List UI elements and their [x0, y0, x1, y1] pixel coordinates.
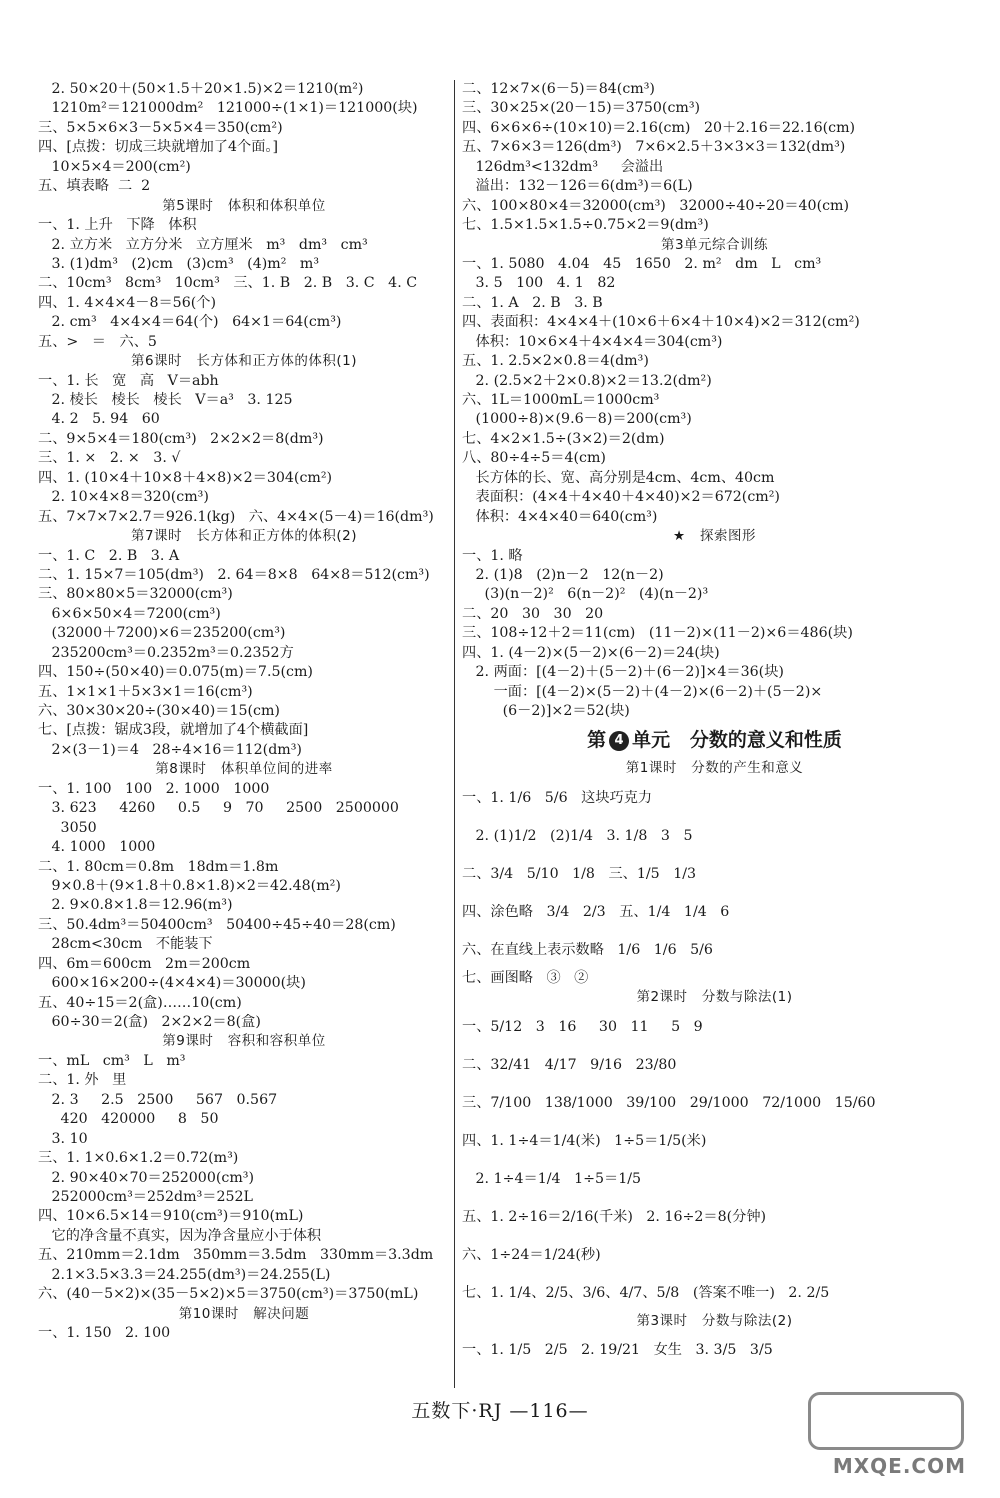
answer-line: 三、80×80×5＝32000(cm³) — [38, 586, 233, 603]
section-heading: 第3单元综合训练 — [660, 236, 769, 253]
unit-prefix: 第 — [587, 729, 607, 752]
section-heading: 第10课时 解决问题 — [178, 1305, 310, 1322]
answer-line: 2×(3－1)＝4 28÷4×16＝112(dm³) — [38, 741, 302, 758]
answer-line: 六、100×80×4＝32000(cm³) 32000÷40÷20＝40(cm) — [462, 197, 850, 214]
answer-line: 五、7×7×7×2.7＝926.1(kg) 六、4×4×(5－4)＝16(dm³) — [38, 508, 434, 525]
answer-line: 2. 1÷4＝1/4 1÷5＝1/5 — [462, 1170, 642, 1187]
answer-line: 一、1. 长 宽 高 V＝abh — [38, 372, 219, 389]
section-heading: 第9课时 容积和容积单位 — [162, 1033, 326, 1050]
answer-line: 2. cm³ 4×4×4＝64(个) 64×1＝64(cm³) — [38, 314, 342, 331]
answer-line: 二、1. 外 里 — [38, 1072, 127, 1089]
answer-line: 60÷30＝2(盒) 2×2×2＝8(盒) — [38, 1014, 261, 1030]
answer-line: 二、32/41 4/17 9/16 23/80 — [462, 1056, 677, 1073]
answer-line: 三、30×25×(20－15)＝3750(cm³) — [462, 100, 701, 117]
answer-line: 四、1. 1÷4＝1/4(米) 1÷5＝1/5(米) — [462, 1132, 707, 1149]
answer-line: 六、1L＝1000mL＝1000cm³ — [462, 392, 660, 408]
answer-line: 六、30×30×20÷(30×40)＝15(cm) — [38, 703, 280, 719]
answer-line: 体积：10×6×4＋4×4×4＝304(cm³) — [462, 333, 723, 350]
answer-line: 一、1. 100 100 2. 1000 1000 — [38, 780, 270, 797]
answer-line: 28cm<30cm 不能装下 — [38, 936, 213, 953]
answer-line: 3050 — [38, 819, 97, 836]
unit-title — [462, 721, 967, 759]
answer-line: 二、20 30 30 20 — [462, 605, 604, 622]
answer-line: 表面积：(4×4＋4×40＋4×40)×2＝672(cm²) — [462, 489, 780, 506]
answer-line: 五、1. 2.5×2×0.8＝4(dm³) — [462, 353, 649, 370]
answer-line: 2. (2.5×2＋2×0.8)×2＝13.2(dm²) — [462, 372, 712, 389]
answer-line: 3. 5 100 4. 1 82 — [462, 275, 616, 292]
answer-line: (6－2)]×2＝52(块) — [462, 703, 630, 719]
answer-line: 1210m²＝121000dm² 121000÷(1×1)＝121000(块) — [38, 100, 418, 117]
section-heading: 第3课时 分数与除法(2) — [636, 1312, 793, 1329]
answer-line: 3. 10 — [38, 1130, 88, 1147]
answer-line: 一、5/12 3 16 30 11 5 9 — [462, 1018, 703, 1035]
section-heading: 第5课时 体积和体积单位 — [162, 197, 326, 214]
answer-line: 四、6m＝600cm 2m＝200cm — [38, 955, 251, 972]
answer-line: 五、填表略 二 2 — [38, 178, 151, 195]
right-answer-column — [462, 80, 967, 1369]
answer-line: 2. 3 2.5 2500 567 0.567 — [38, 1091, 278, 1108]
answer-line: 三、1. × 2. × 3. √ — [38, 450, 181, 467]
section-heading: 第8课时 体积单位间的进率 — [155, 761, 333, 778]
answer-line: 一、1. 150 2. 100 — [38, 1325, 171, 1341]
answer-line: 长方体的长、宽、高分别是4cm、4cm、40cm — [462, 469, 775, 486]
answer-line: 四、1. (10×4＋10×8＋4×8)×2＝304(cm²) — [38, 469, 333, 486]
answer-line: 2. (1)8 (2)n－2 12(n－2) — [462, 566, 664, 583]
answer-line: 4. 2 5. 94 60 — [38, 411, 160, 428]
answer-line: 四、1. 4×4×4－8＝56(个) — [38, 294, 216, 311]
answer-line: 七、4×2×1.5÷(3×2)＝2(dm) — [462, 430, 665, 447]
section-heading: 第7课时 长方体和正方体的体积(2) — [130, 528, 358, 545]
answer-line: 一、1. 1/6 5/6 这块巧克力 — [462, 789, 653, 806]
answer-line: 2. 立方米 立方分米 立方厘米 m³ dm³ cm³ — [38, 236, 368, 253]
unit-number-badge: 4 — [609, 731, 629, 751]
answer-line: 六、(40－5×2)×(35－5×2)×5＝3750(cm³)＝3750(mL) — [38, 1286, 419, 1303]
answer-line: 3. 623 4260 0.5 9 70 2500 2500000 — [38, 800, 399, 817]
answer-line: 二、1. 15×7＝105(dm³) 2. 64＝8×8 64×8＝512(cm³) — [38, 566, 430, 583]
answer-line: 2.1×3.5×3.3＝24.255(dm³)＝24.255(L) — [38, 1266, 331, 1283]
answer-line: 四、[点拨：切成三块就增加了4个面。] — [38, 139, 278, 156]
answer-line: (1000÷8)×(9.6－8)＝200(cm³) — [462, 411, 692, 428]
answer-line: 六、1÷24＝1/24(秒) — [462, 1246, 601, 1263]
answer-line: 一、1. 略 — [462, 547, 523, 564]
answer-line: 六、在直线上表示数略 1/6 1/6 5/6 — [462, 941, 713, 958]
answer-line: 一、1. C 2. B 3. A — [38, 547, 180, 564]
answer-line: (3)(n－2)² 6(n－2)² (4)(n－2)³ — [462, 586, 709, 603]
answer-line: 10×5×4＝200(cm²) — [38, 158, 191, 175]
answer-line: 4. 1000 1000 — [38, 839, 156, 856]
answer-line: 八、80÷4÷5＝4(cm) — [462, 450, 606, 467]
answer-line: 二、10cm³ 8cm³ 10cm³ 三、1. B 2. B 3. C 4. C — [38, 275, 418, 292]
answer-line: 五、210mm＝2.1dm 350mm＝3.5dm 330mm＝3.3dm — [38, 1247, 434, 1264]
answer-line: 七、画图略 ③ ② — [462, 969, 589, 986]
answer-line: 2. 90×40×70＝252000(cm³) — [38, 1169, 255, 1186]
answer-line: 126dm³<132dm³ 会溢出 — [462, 158, 664, 175]
section-heading: ★ 探索图形 — [673, 528, 756, 545]
answer-line: 七、1. 1/4、2/5、3/6、4/7、5/8 (答案不唯一) 2. 2/5 — [462, 1284, 830, 1301]
answer-line: 体积：4×4×40＝640(cm³) — [462, 508, 658, 525]
answer-line: 四、涂色略 3/4 2/3 五、1/4 1/4 6 — [462, 903, 730, 920]
answer-line: 五、1×1×1＋5×3×1＝16(cm³) — [38, 683, 253, 700]
answer-line: 它的净含量不真实，因为净含量应小于体积 — [38, 1227, 322, 1244]
answer-line: 溢出：132－126＝6(dm³)＝6(L) — [462, 178, 693, 195]
answer-line: 四、150÷(50×40)＝0.075(m)＝7.5(cm) — [38, 664, 313, 681]
answer-line: 五、40÷15＝2(盒)……10(cm) — [38, 994, 242, 1011]
answer-line: 2. (1)1/2 (2)1/4 3. 1/8 3 5 — [462, 827, 693, 844]
answer-line: 2. 棱长 棱长 棱长 V＝a³ 3. 125 — [38, 392, 293, 408]
answer-line: 2. 10×4×8＝320(cm³) — [38, 489, 209, 506]
watermark-logo — [808, 1392, 964, 1450]
answer-line: 252000cm³＝252dm³＝252L — [38, 1188, 253, 1205]
unit-title-text: 单元 分数的意义和性质 — [632, 729, 842, 752]
answer-line: 四、1. (4－2)×(5－2)×(6－2)＝24(块) — [462, 644, 720, 661]
answer-line: 五、1. 2÷16＝2/16(千米) 2. 16÷2＝8(分钟) — [462, 1208, 767, 1225]
answer-line: 600×16×200÷(4×4×4)＝30000(块) — [38, 975, 306, 992]
section-heading: 第1课时 分数的产生和意义 — [625, 760, 804, 777]
section-heading: 第2课时 分数与除法(1) — [636, 989, 793, 1006]
answer-line: 9×0.8＋(9×1.8＋0.8×1.8)×2＝42.48(m²) — [38, 877, 341, 894]
answer-line: 三、50.4dm³＝50400cm³ 50400÷45÷40＝28(cm) — [38, 916, 396, 933]
answer-line: 五、> ＝ 六、5 — [38, 333, 157, 350]
answer-line: 6×6×50×4＝7200(cm³) — [38, 605, 221, 622]
answer-line: 一、1. 上升 下降 体积 — [38, 217, 197, 234]
answer-line: 三、1. 1×0.6×1.2＝0.72(m³) — [38, 1150, 239, 1167]
answer-line: 3. (1)dm³ (2)cm (3)cm³ (4)m² m³ — [38, 255, 320, 272]
answer-line: 一、1. 5080 4.04 45 1650 2. m² dm L cm³ — [462, 255, 822, 272]
left-answer-column — [38, 80, 450, 1343]
watermark-text: MXQE.COM — [832, 1454, 966, 1478]
section-heading: 第6课时 长方体和正方体的体积(1) — [130, 353, 358, 370]
answer-line: (32000＋7200)×6＝235200(cm³) — [38, 625, 286, 642]
answer-line: 420 420000 8 50 — [38, 1111, 219, 1128]
answer-line: 四、表面积：4×4×4＋(10×6＋6×4＋10×4)×2＝312(cm²) — [462, 314, 860, 331]
column-divider — [454, 80, 455, 1388]
answer-line: 2. 9×0.8×1.8＝12.96(m³) — [38, 897, 233, 914]
answer-line: 二、3/4 5/10 1/8 三、1/5 1/3 — [462, 865, 697, 882]
answer-line: 一、mL cm³ L m³ — [38, 1052, 186, 1069]
answer-line: 二、1. A 2. B 3. B — [462, 294, 603, 311]
answer-line: 七、1.5×1.5×1.5÷0.75×2＝9(dm³) — [462, 217, 709, 234]
answer-line: 四、10×6.5×14＝910(cm³)＝910(mL) — [38, 1208, 304, 1225]
answer-line: 一面：[(4－2)×(5－2)＋(4－2)×(6－2)＋(5－2)× — [462, 683, 823, 700]
answer-line: 三、108÷12＋2＝11(cm) (11－2)×(11－2)×6＝486(块) — [462, 625, 853, 642]
answer-line: 三、7/100 138/1000 39/100 29/1000 72/1000 15/60 — [462, 1094, 876, 1111]
answer-line: 七、[点拨：锯成3段，就增加了4个横截面] — [38, 722, 309, 739]
answer-line: 2. 50×20＋(50×1.5＋20×1.5)×2＝1210(m²) — [38, 81, 364, 97]
answer-line: 一、1. 1/5 2/5 2. 19/21 女生 3. 3/5 3/5 — [462, 1342, 773, 1359]
answer-line: 二、12×7×(6－5)＝84(cm³) — [462, 81, 655, 97]
answer-line: 二、9×5×4＝180(cm³) 2×2×2＝8(dm³) — [38, 430, 324, 447]
answer-line: 四、6×6×6÷(10×10)＝2.16(cm) 20＋2.16＝22.16(cm) — [462, 119, 856, 136]
answer-line: 2. 两面：[(4－2)＋(5－2)＋(6－2)]×4＝36(块) — [462, 664, 784, 681]
page-footer: 五数下·RJ —116— — [411, 1400, 589, 1422]
answer-line: 235200cm³＝0.2352m³＝0.2352方 — [38, 644, 294, 661]
answer-line: 二、1. 80cm＝0.8m 18dm＝1.8m — [38, 858, 279, 875]
answer-line: 五、7×6×3＝126(dm³) 7×6×2.5＋3×3×3＝132(dm³) — [462, 139, 846, 156]
answer-line: 三、5×5×6×3－5×5×4＝350(cm²) — [38, 119, 283, 136]
